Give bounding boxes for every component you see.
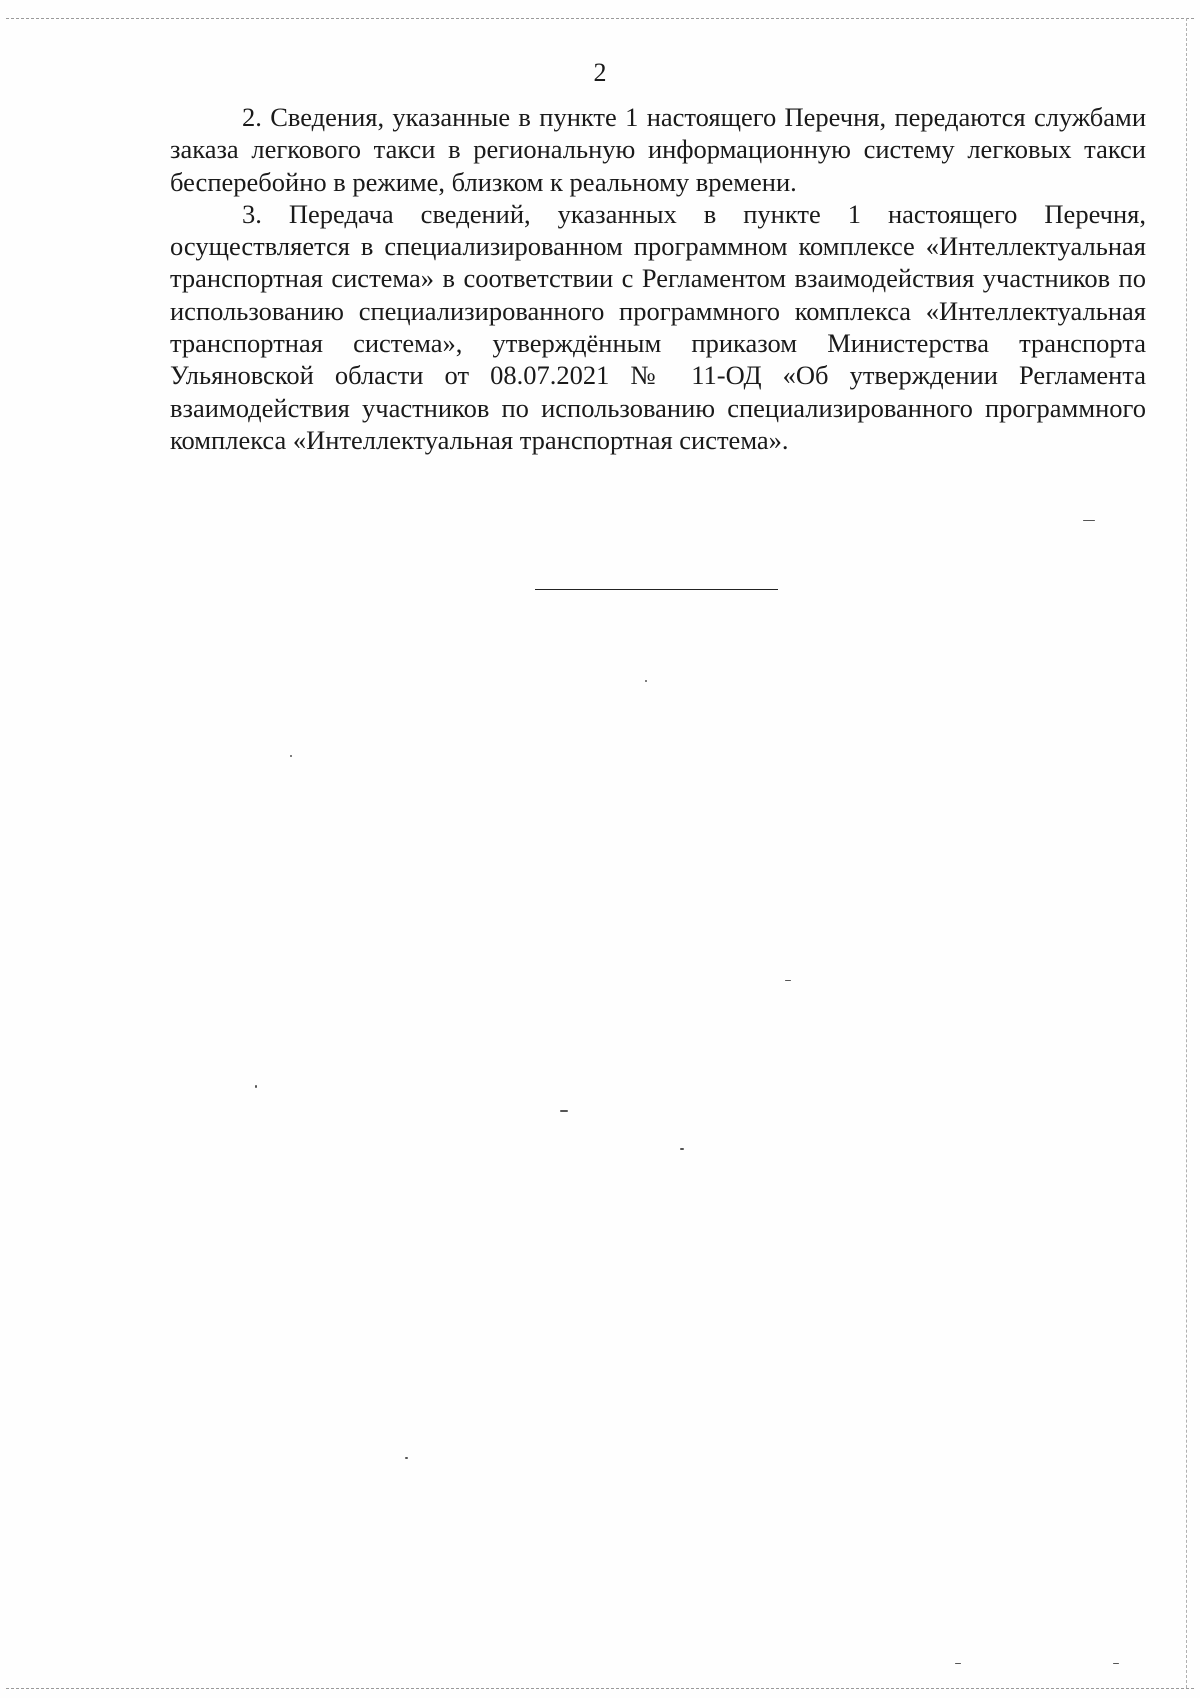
scan-speck [560,1110,568,1112]
scan-speck [290,755,292,757]
scan-speck [1113,1663,1119,1664]
scan-edge-top [6,18,1194,19]
scan-edge-right [1186,18,1187,1688]
scan-speck [405,1457,408,1459]
scan-speck [955,1663,961,1664]
scan-speck [645,680,647,682]
document-body [170,101,1146,456]
scan-edge-bottom [6,1688,1194,1689]
scan-speck [785,980,791,981]
scan-speck [255,1085,257,1088]
paragraph-3: 3. Передача сведений, указанных в пункте 1 настоящего Перечня, осуществляется в специализированном программном комплексе «Интеллектуальная транспортная система» в соответствии с Регламентом взаимодействия участников по использованию специализированного программного комплекса «Интеллектуальная транспортная система», утверждённым приказом Министерства транспорта Ульяновской области от 08.07.2021 № 11-ОД «Об утверждении Регламента взаимодействия участников по использованию специализированного программного комплекса «Интеллектуальная транспортная система». [170,198,1146,455]
scan-speck [1083,520,1095,521]
page-number: 2 [593,58,607,87]
end-of-document-rule [535,589,778,590]
scan-speck [680,1148,684,1150]
paragraph-2: 2. Сведения, указанные в пункте 1 настоящего Перечня, передаются службами заказа легкового такси в региональную информационную систему легковых такси бесперебойно в режиме, близком к реальному времени. [170,102,1146,197]
